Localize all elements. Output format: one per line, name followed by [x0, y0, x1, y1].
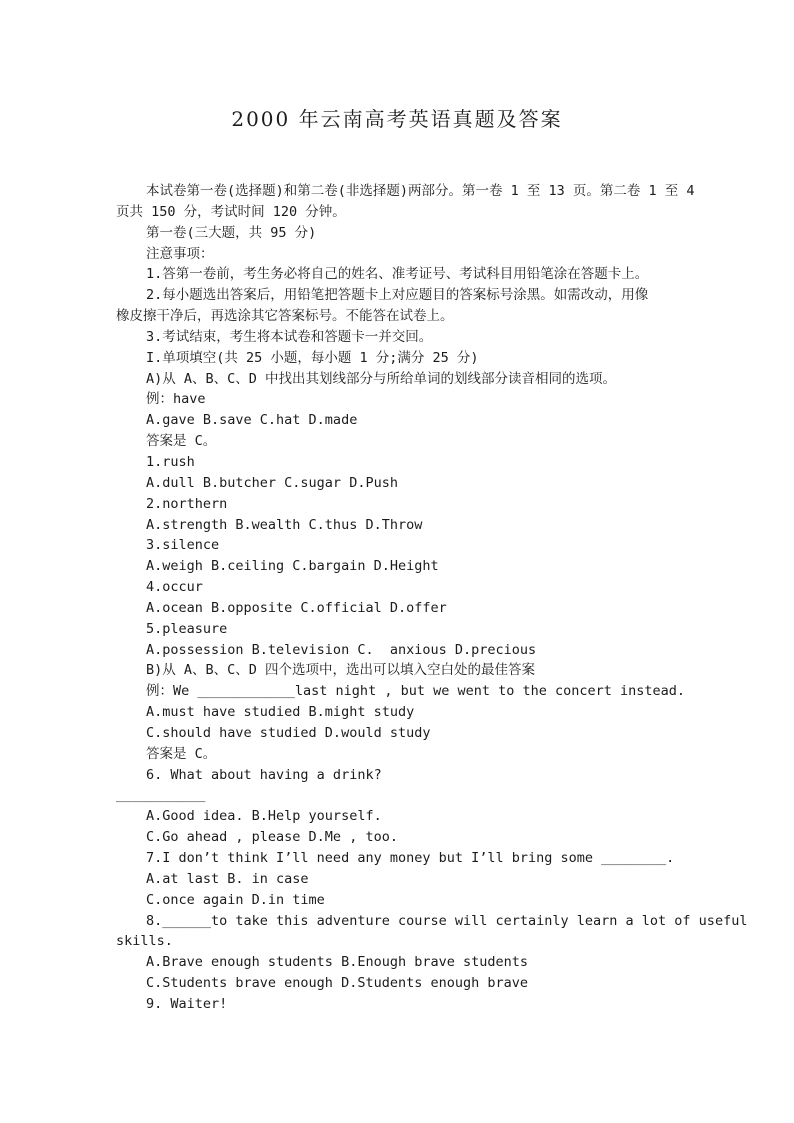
doc-line: 注意事项：	[146, 245, 214, 262]
doc-line: A.dull B.butcher C.sugar D.Push	[146, 474, 398, 491]
doc-line: 2.northern	[146, 495, 228, 512]
doc-line: 第一卷(三大题，共 95 分)	[146, 224, 317, 241]
doc-line: 6. What about having a drink?	[146, 766, 382, 783]
doc-line: A.weigh B.ceiling C.bargain D.Height	[146, 558, 439, 575]
doc-line: A.must have studied B.might study	[146, 704, 415, 721]
doc-line: 答案是 C。	[146, 745, 217, 762]
doc-line: 8.______to take this adventure course will certainly learn a lot of useful	[146, 912, 748, 929]
doc-line: 例：We ____________last night , but we went to the concert instead.	[146, 683, 686, 700]
doc-line: 9. Waiter!	[146, 995, 228, 1012]
doc-line: 答案是 C。	[146, 433, 217, 450]
doc-line: A.Good idea. B.Help yourself.	[146, 808, 382, 825]
doc-line: skills.	[116, 933, 173, 950]
doc-line: A.possession B.television C. anxious D.precious	[146, 641, 537, 658]
doc-line: C.should have studied D.would study	[146, 724, 431, 741]
doc-line: 5.pleasure	[146, 620, 228, 637]
doc-line: A)从 A、B、C、D 中找出其划线部分与所给单词的划线部分读音相同的选项。	[146, 370, 617, 387]
doc-line: 1.答第一卷前，考生务必将自己的姓名、准考证号、考试科目用铅笔涂在答题卡上。	[146, 266, 649, 283]
document-body	[116, 181, 756, 1015]
doc-line: 页共 150 分，考试时间 120 分钟。	[116, 203, 346, 220]
doc-line: ___________	[116, 787, 206, 804]
doc-line: B)从 A、B、C、D 四个选项中，选出可以填入空白处的最佳答案	[146, 662, 536, 679]
doc-line: C.Students brave enough D.Students enough brave	[146, 975, 529, 992]
doc-line: 4.occur	[146, 579, 203, 596]
doc-line: C.Go ahead , please D.Me , too.	[146, 829, 398, 846]
doc-line: A.at last B. in case	[146, 870, 309, 887]
doc-line: 3.silence	[146, 537, 220, 554]
doc-line: A.gave B.save C.hat D.made	[146, 412, 358, 429]
doc-line: 7.I don’t think I’ll need any money but I’ll bring some ________.	[146, 850, 675, 866]
doc-line: 本试卷第一卷(选择题)和第二卷(非选择题)两部分。第一卷 1 至 13 页。第二卷 1 至 4	[146, 183, 695, 199]
doc-line: A.strength B.wealth C.thus D.Throw	[146, 516, 423, 533]
doc-line: C.once again D.in time	[146, 891, 325, 908]
doc-line: 3.考试结束，考生将本试卷和答题卡一并交回。	[146, 328, 433, 345]
doc-line: 橡皮擦干净后，再选涂其它答案标号。不能答在试卷上。	[116, 308, 454, 325]
document-title: 2000 年云南高考英语真题及答案	[231, 107, 563, 131]
doc-line: 1.rush	[146, 453, 195, 470]
doc-line: 例：have	[146, 391, 206, 408]
doc-line: I.单项填空(共 25 小题，每小题 1 分;满分 25 分)	[146, 349, 479, 366]
doc-line: A.ocean B.opposite C.official D.offer	[146, 599, 447, 616]
doc-line: A.Brave enough students B.Enough brave students	[146, 954, 529, 971]
doc-line: 2.每小题选出答案后，用铅笔把答题卡上对应题目的答案标号涂黑。如需改动，用像	[146, 287, 649, 304]
